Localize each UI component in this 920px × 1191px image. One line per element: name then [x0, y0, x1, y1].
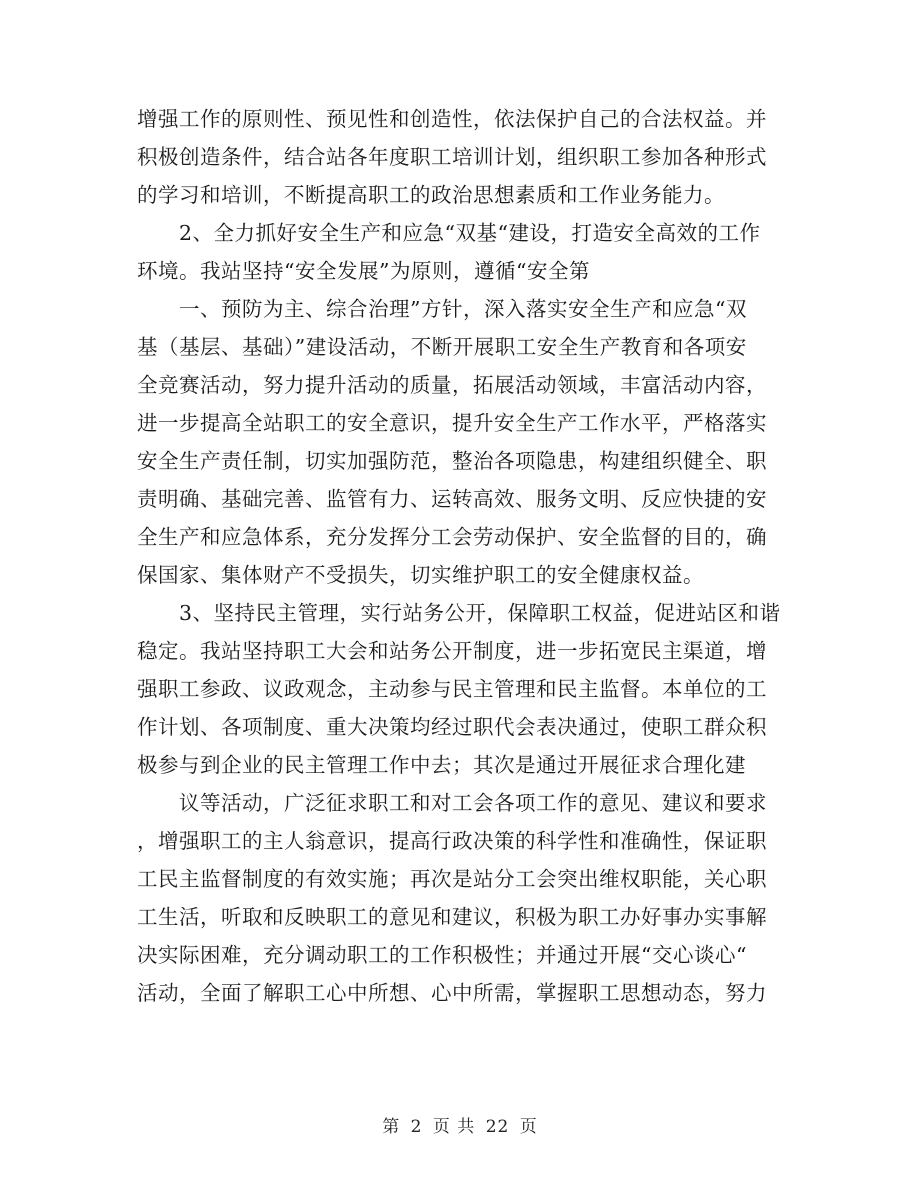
- text-line: ，增强职工的主人翁意识，提高行政决策的科学性和准确性，保证职: [137, 829, 767, 853]
- text-line: 进一步提高全站职工的安全意识，提升安全生产工作水平，严格落实: [137, 411, 767, 435]
- footer-current-page: 2: [410, 1117, 423, 1137]
- text-line: 议等活动，广泛征求职工和对工会各项工作的意见、建议和要求: [179, 791, 767, 815]
- text-line: 全竞赛活动，努力提升活动的质量，拓展活动领域，丰富活动内容，: [137, 373, 767, 397]
- text-line: 保国家、集体财产不受损失，切实维护职工的安全健康权益。: [137, 563, 704, 587]
- text-line: 决实际困难，充分调动职工的工作积极性；并通过开展“交心谈心“: [137, 943, 747, 967]
- text-line: 稳定。我站坚持职工大会和站务公开制度，进一步拓宽民主渠道，增: [137, 639, 767, 663]
- text-line: 基（基层、基础）”建设活动，不断开展职工安全生产教育和各项安: [137, 335, 747, 359]
- text-line: 2、全力抓好安全生产和应急“双基“建设，打造安全高效的工作: [179, 221, 761, 245]
- text-line: 3、坚持民主管理，实行站务公开，保障职工权益，促进站区和谐: [179, 601, 781, 625]
- text-line: 责明确、基础完善、监管有力、运转高效、服务文明、反应快捷的安: [137, 487, 767, 511]
- text-line: 活动，全面了解职工心中所想、心中所需，掌握职工思想动态，努力: [137, 981, 767, 1005]
- text-line: 安全生产责任制，切实加强防范，整治各项隐患，构建组织健全、职: [137, 449, 767, 473]
- text-line: 增强工作的原则性、预见性和创造性，依法保护自己的合法权益。并: [137, 107, 767, 131]
- page-footer: [0, 1112, 920, 1137]
- text-line: 的学习和培训，不断提高职工的政治思想素质和工作业务能力。: [137, 183, 725, 207]
- footer-prefix: 第: [382, 1117, 401, 1137]
- body-text: [137, 100, 781, 1012]
- text-line: 极参与到企业的民主管理工作中去；其次是通过开展征求合理化建: [137, 753, 746, 777]
- text-line: 作计划、各项制度、重大决策均经过职代会表决通过，使职工群众积: [137, 715, 767, 739]
- footer-total-pages: 22: [485, 1117, 510, 1137]
- text-line: 强职工参政、议政观念，主动参与民主管理和民主监督。本单位的工: [137, 677, 767, 701]
- footer-suffix: 页: [519, 1117, 538, 1137]
- text-line: 一、预防为主、综合治理”方针，深入落实安全生产和应急“双: [179, 297, 747, 321]
- text-line: 工民主监督制度的有效实施；再次是站分工会突出维权职能，关心职: [137, 867, 767, 891]
- text-line: 全生产和应急体系，充分发挥分工会劳动保护、安全监督的目的，确: [137, 525, 767, 549]
- text-line: 工生活，听取和反映职工的意见和建议，积极为职工办好事办实事解: [137, 905, 767, 929]
- text-line: 环境。我站坚持“安全发展”为原则，遵循“安全第: [137, 259, 590, 283]
- footer-middle: 页 共: [432, 1117, 476, 1137]
- text-line: 积极创造条件，结合站各年度职工培训计划，组织职工参加各种形式: [137, 145, 767, 169]
